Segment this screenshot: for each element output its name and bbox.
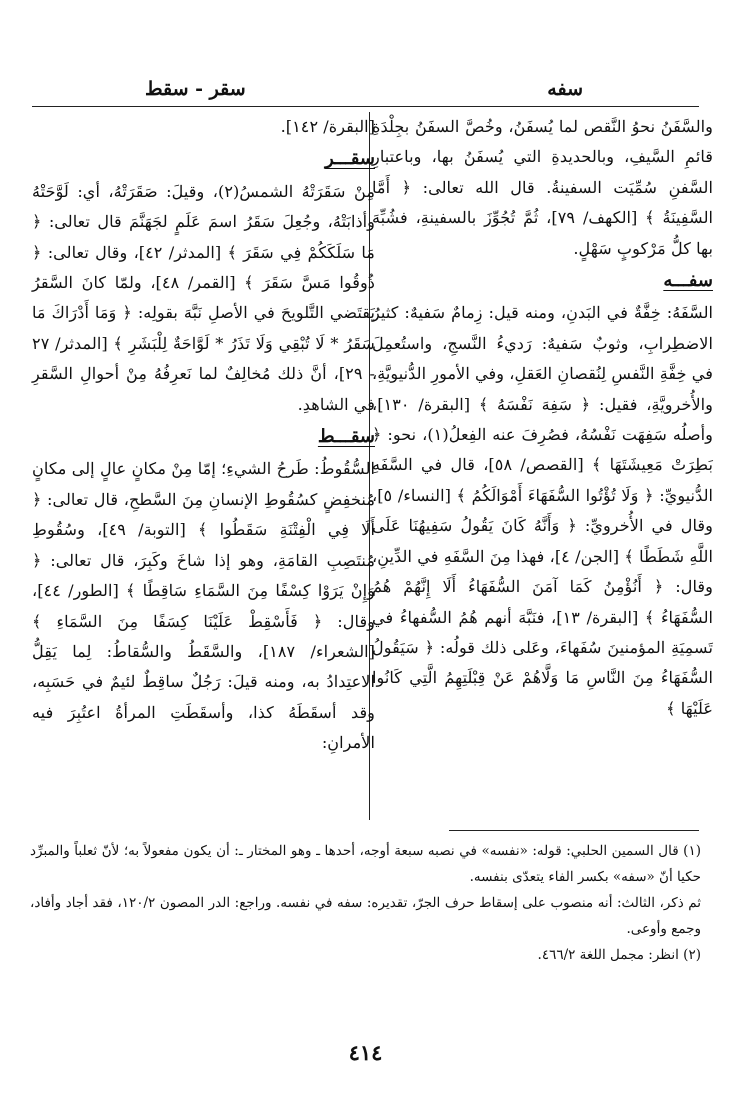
footnote-1: (١) قال السمين الحلبي: قوله: «نفسه» في نصبه سبعة أوجه، أحدها ـ وهو المختار ـ: أن يكون مفعولاً به؛ لأنّ ثعلباً والمبرِّد حكيا أنّ «سفه» بكسر الفاء يتعدّى بنفسه. (30, 843, 701, 885)
entry-heading-safah: سفـــه (663, 270, 713, 292)
right-column (372, 112, 713, 724)
page-number: ٤١٤ (348, 1040, 383, 1065)
left-column (32, 112, 375, 759)
footnotes (30, 838, 701, 968)
entry-continuation-text: [البقرة/ ١٤٢]. (280, 117, 375, 136)
entry-body-safah: السَّفَهُ: خِفَّةٌ في البَدنِ، ومنه قيل: زِمامٌ سَفيهٌ: كثيرُ الاضطِرابِ، وثوبٌ سَفيهٌ: رَديءُ النَّسجِ، واستُعمِلَ في خِفَّةِ النَّفسِ لِنُقصانِ العَقلِ، وفي الأمورِ الدُّنيويَّةِ، والأُخرويَّةِ، فقيل: ﴿ سَفِهَ نَفْسَهُ ﴾ [البقرة/ ١٣٠]، وأصلُه سَفِهَت نَفْسُهُ، فصُرِفَ عنه الفِعلُ(١)، نحو: ﴿ بَطِرَتْ مَعِيشَتَهَا ﴾ [القصص/ ٥٨]، قال في السَّفَهِ الدُّنيويِّ: ﴿ وَلَا تُؤْتُوا السُّفَهَاءَ أَمْوَالَكُمُ ﴾ [النساء/ ٥]، وقال في الأُخرويِّ: ﴿ وَأَنَّهُ كَانَ يَقُولُ سَفِيهُنَا عَلَى اللَّهِ شَطَطًا ﴾ [الجن/ ٤]، فهذا مِنَ السَّفَهِ في الدِّينِ، وقال: ﴿ أَنُؤْمِنُ كَمَا آمَنَ السُّفَهَاءُ أَلَا إِنَّهُمْ هُمُ السُّفَهَاءُ ﴾ [البقرة/ ١٣]، فنَبَّهَ أنهم هُمُ السُّفهاءُ في تَسمِيَةِ المؤمنينَ سُفَهاءَ، وعَلى ذلك قولُه: ﴿ سَيَقُولُ السُّفَهَاءُ مِنَ النَّاسِ مَا وَلَّاهُمْ عَنْ قِبْلَتِهِمُ الَّتِي كَانُوا عَلَيْهَا ﴾ (372, 303, 714, 718)
entry-body-saqat: السُّقُوطُ: طَرحُ الشيءِ؛ إمّا مِنْ مكانٍ عالٍ إلى مكانٍ مُنخفِضٍ كسُقُوطِ الإنسانِ مِنَ السَّطحِ، قال تعالى: ﴿ أَلَا فِي الْفِتْنَةِ سَقَطُوا ﴾ [التوبة/ ٤٩]، وسُقُوطِ مُنتَصِبِ القامَةِ، وهو إذا شاخَ وكَبِرَ، قال تعالى: ﴿ وَإِنْ يَرَوْا كِسْفًا مِنَ السَّمَاءِ سَاقِطًا ﴾ [الطور/ ٤٤]، وقال: ﴿ فَأَسْقِطْ عَلَيْنَا كِسَفًا مِنَ السَّمَاءِ ﴾ [الشعراء/ ١٨٧]، والسَّقَطُ والسُّقاطُ: لِما يَقِلُّ الاعتِدادُ به، ومنه قيلَ: رَجُلٌ ساقِطٌ لئيمٌ في حَسَبِه، وقد أسقَطَهُ كذا، وأسقَطَتِ المرأةُ اعتُبِرَ فيه الأمرانِ: (32, 459, 375, 753)
entry-heading-saqat: سقـــط (317, 426, 375, 448)
running-header-left: سقر - سقط (145, 78, 246, 100)
entry-heading-saqar: سقـــر (325, 148, 375, 170)
entry-body-saqar: مِنْ سَقَرَتْهُ الشمسُ(٢)، وقيلَ: صَقَرَتْهُ، أي: لَوَّحَتْهُ وأذابَتْهُ، وجُعِلَ سَقَرُ اسمَ عَلَمٍ لجَهَنَّمَ قال تعالى: ﴿ مَا سَلَكَكُمْ فِي سَقَرَ ﴾ [المدثر/ ٤٢]، وقال تعالى: ﴿ ذُوقُوا مَسَّ سَقَرَ ﴾ [القمر/ ٤٨]، ولمّا كانَ السَّقرُ يَقتَضي التَّلويحَ في الأصلِ نَبَّهَ بقولِه: ﴿ وَمَا أَدْرَاكَ مَا سَقَرُ * لَا تُبْقِي وَلَا تَذَرُ * لَوَّاحَةٌ لِلْبَشَرِ ﴾ [المدثر/ ٢٧ - ٢٩]، أنَّ ذلك مُخالِفٌ لما نَعرِفُهُ مِنْ أحوالِ السَّقرِ في الشاهدِ. (32, 181, 375, 414)
running-header-right: سفه (547, 78, 583, 100)
entry-continuation-text: والسَّفَنُ نحوُ النَّقص لما يُسفَنُ، وخُصَّ السفَنُ بجِلْدَةِ قائمِ السَّيفِ، وبالحديدةِ التي يُسفَنُ بها، وباعتبارِ السَّفنِ سُمِّيَت السفينةُ. قال الله تعالى: ﴿ أَمَّا السَّفِينَةُ ﴾ [الكهف/ ٧٩]، ثُمَّ تُجُوِّزَ بالسفينةِ، فشُبِّهَ بها كلُّ مَرْكوبٍ سَهْلٍ. (372, 117, 713, 258)
footnote-2: (٢) انظر: مجمل اللغة ٤٦٦/٢. (537, 947, 701, 963)
header-rule (32, 106, 699, 107)
footnote-1-continued: ثم ذكر، الثالث: أنه منصوب على إسقاط حرف الجرّ، تقديره: سفه في نفسه. وراجع: الدر المصون ١٢٠/٢، فقد أجاد وأفاد، وجمع وأوعى. (30, 895, 701, 937)
footnote-rule (449, 830, 699, 831)
